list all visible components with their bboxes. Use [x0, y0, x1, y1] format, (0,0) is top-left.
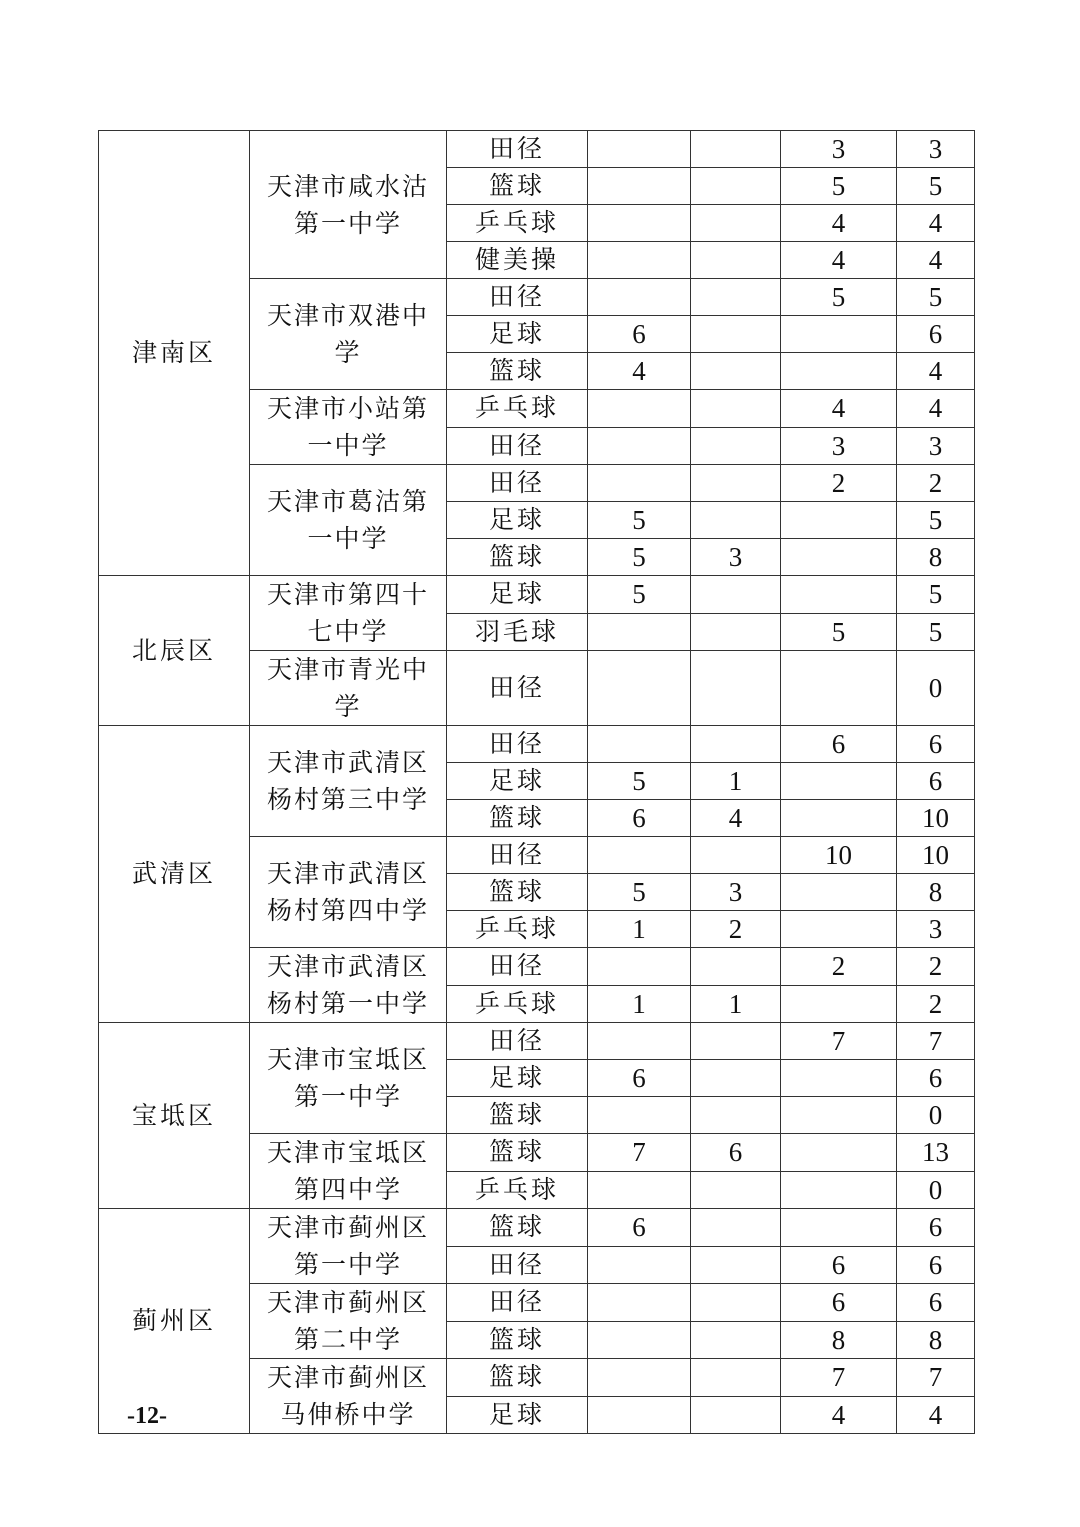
count-cell-2: [691, 1097, 781, 1134]
total-cell: 3: [897, 131, 975, 168]
count-cell-1: 4: [588, 353, 691, 390]
district-cell: 蓟州区: [99, 1209, 250, 1434]
school-cell: 天津市咸水沽第一中学: [250, 131, 447, 279]
count-cell-1: 1: [588, 911, 691, 948]
count-cell-3: [781, 353, 897, 390]
sport-cell: 乒乓球: [447, 205, 588, 242]
count-cell-3: 6: [781, 1246, 897, 1284]
count-cell-1: 7: [588, 1134, 691, 1172]
count-cell-1: 1: [588, 985, 691, 1023]
total-cell: 5: [897, 168, 975, 205]
count-cell-3: [781, 874, 897, 911]
total-cell: 5: [897, 279, 975, 316]
count-cell-1: [588, 1396, 691, 1434]
total-cell: 2: [897, 948, 975, 986]
count-cell-2: [691, 651, 781, 726]
district-cell: 北辰区: [99, 576, 250, 726]
count-cell-3: [781, 651, 897, 726]
count-cell-2: [691, 576, 781, 614]
total-cell: 4: [897, 353, 975, 390]
sport-cell: 篮球: [447, 353, 588, 390]
count-cell-2: 1: [691, 763, 781, 800]
count-cell-1: [588, 131, 691, 168]
sport-cell: 篮球: [447, 800, 588, 837]
count-cell-3: [781, 1097, 897, 1134]
total-cell: 2: [897, 465, 975, 502]
count-cell-3: [781, 985, 897, 1023]
count-cell-3: 5: [781, 613, 897, 651]
count-cell-2: 3: [691, 874, 781, 911]
total-cell: 8: [897, 1321, 975, 1359]
count-cell-3: 7: [781, 1023, 897, 1060]
sport-cell: 羽毛球: [447, 613, 588, 651]
count-cell-1: [588, 651, 691, 726]
school-cell: 天津市蓟州区第二中学: [250, 1284, 447, 1359]
sport-cell: 篮球: [447, 1359, 588, 1397]
count-cell-3: [781, 576, 897, 614]
count-cell-2: 6: [691, 1134, 781, 1172]
count-cell-1: 6: [588, 1060, 691, 1097]
count-cell-3: 3: [781, 131, 897, 168]
count-cell-2: [691, 242, 781, 279]
count-cell-1: 5: [588, 539, 691, 576]
count-cell-2: [691, 837, 781, 874]
count-cell-1: [588, 613, 691, 651]
sport-cell: 篮球: [447, 1209, 588, 1247]
total-cell: 5: [897, 576, 975, 614]
sport-cell: 乒乓球: [447, 985, 588, 1023]
count-cell-2: 2: [691, 911, 781, 948]
count-cell-1: [588, 205, 691, 242]
total-cell: 3: [897, 427, 975, 465]
count-cell-1: 6: [588, 316, 691, 353]
table-row: [99, 1023, 975, 1060]
sport-cell: 乒乓球: [447, 390, 588, 428]
count-cell-1: [588, 465, 691, 502]
school-cell: 天津市葛沽第一中学: [250, 465, 447, 576]
total-cell: 0: [897, 651, 975, 726]
total-cell: 2: [897, 985, 975, 1023]
count-cell-3: [781, 316, 897, 353]
count-cell-2: [691, 1284, 781, 1322]
count-cell-1: [588, 948, 691, 986]
count-cell-3: 4: [781, 205, 897, 242]
count-cell-1: [588, 1284, 691, 1322]
total-cell: 4: [897, 242, 975, 279]
count-cell-1: [588, 1023, 691, 1060]
count-cell-3: 5: [781, 279, 897, 316]
total-cell: 7: [897, 1023, 975, 1060]
table-row: [99, 726, 975, 763]
table-body: [99, 131, 975, 1434]
count-cell-2: 1: [691, 985, 781, 1023]
sport-cell: 田径: [447, 726, 588, 763]
count-cell-2: [691, 427, 781, 465]
total-cell: 5: [897, 502, 975, 539]
count-cell-3: [781, 539, 897, 576]
count-cell-1: 6: [588, 1209, 691, 1247]
count-cell-1: 6: [588, 800, 691, 837]
school-cell: 天津市第四十七中学: [250, 576, 447, 651]
sport-cell: 足球: [447, 316, 588, 353]
total-cell: 6: [897, 316, 975, 353]
count-cell-3: 6: [781, 726, 897, 763]
count-cell-3: 6: [781, 1284, 897, 1322]
sport-cell: 篮球: [447, 1097, 588, 1134]
total-cell: 4: [897, 1396, 975, 1434]
sport-cell: 篮球: [447, 168, 588, 205]
sport-cell: 篮球: [447, 874, 588, 911]
count-cell-1: [588, 1097, 691, 1134]
count-cell-3: [781, 911, 897, 948]
table-row: [99, 1209, 975, 1247]
total-cell: 6: [897, 1246, 975, 1284]
count-cell-3: [781, 800, 897, 837]
total-cell: 3: [897, 911, 975, 948]
table-row: [99, 131, 975, 168]
count-cell-3: [781, 1134, 897, 1172]
table-row: [99, 576, 975, 614]
total-cell: 10: [897, 837, 975, 874]
count-cell-1: [588, 168, 691, 205]
sport-cell: 足球: [447, 763, 588, 800]
total-cell: 6: [897, 763, 975, 800]
total-cell: 6: [897, 726, 975, 763]
count-cell-1: [588, 837, 691, 874]
sport-cell: 足球: [447, 502, 588, 539]
district-cell: 武清区: [99, 726, 250, 1023]
count-cell-3: 2: [781, 465, 897, 502]
total-cell: 6: [897, 1209, 975, 1247]
count-cell-1: [588, 1171, 691, 1209]
sport-cell: 篮球: [447, 1321, 588, 1359]
count-cell-1: [588, 427, 691, 465]
count-cell-2: [691, 1246, 781, 1284]
total-cell: 0: [897, 1097, 975, 1134]
total-cell: 10: [897, 800, 975, 837]
count-cell-1: 5: [588, 763, 691, 800]
school-cell: 天津市蓟州区第一中学: [250, 1209, 447, 1284]
sport-cell: 篮球: [447, 1134, 588, 1172]
total-cell: 7: [897, 1359, 975, 1397]
sport-cell: 田径: [447, 837, 588, 874]
sport-cell: 田径: [447, 948, 588, 986]
count-cell-1: 5: [588, 576, 691, 614]
count-cell-2: [691, 1023, 781, 1060]
count-cell-3: [781, 502, 897, 539]
school-cell: 天津市蓟州区马伸桥中学: [250, 1359, 447, 1434]
total-cell: 5: [897, 613, 975, 651]
count-cell-3: [781, 1060, 897, 1097]
count-cell-2: 3: [691, 539, 781, 576]
count-cell-2: [691, 1396, 781, 1434]
count-cell-2: [691, 948, 781, 986]
district-cell: 宝坻区: [99, 1023, 250, 1209]
total-cell: 8: [897, 539, 975, 576]
count-cell-1: 5: [588, 502, 691, 539]
count-cell-2: [691, 1171, 781, 1209]
total-cell: 6: [897, 1284, 975, 1322]
count-cell-2: [691, 131, 781, 168]
sport-cell: 篮球: [447, 539, 588, 576]
count-cell-1: 5: [588, 874, 691, 911]
sport-cell: 田径: [447, 427, 588, 465]
count-cell-3: 8: [781, 1321, 897, 1359]
sport-cell: 足球: [447, 576, 588, 614]
total-cell: 4: [897, 205, 975, 242]
sport-cell: 乒乓球: [447, 1171, 588, 1209]
sport-cell: 田径: [447, 279, 588, 316]
sport-cell: 足球: [447, 1060, 588, 1097]
count-cell-3: 4: [781, 1396, 897, 1434]
sport-cell: 田径: [447, 651, 588, 726]
sport-cell: 田径: [447, 465, 588, 502]
school-cell: 天津市武清区杨村第三中学: [250, 726, 447, 837]
count-cell-2: [691, 1321, 781, 1359]
total-cell: 0: [897, 1171, 975, 1209]
count-cell-3: 7: [781, 1359, 897, 1397]
count-cell-2: [691, 353, 781, 390]
school-cell: 天津市青光中学: [250, 651, 447, 726]
count-cell-3: [781, 763, 897, 800]
count-cell-3: 5: [781, 168, 897, 205]
count-cell-2: [691, 279, 781, 316]
count-cell-2: [691, 390, 781, 428]
count-cell-2: [691, 205, 781, 242]
count-cell-1: [588, 279, 691, 316]
total-cell: 6: [897, 1060, 975, 1097]
school-cell: 天津市双港中学: [250, 279, 447, 390]
count-cell-1: [588, 242, 691, 279]
count-cell-3: 2: [781, 948, 897, 986]
count-cell-2: [691, 168, 781, 205]
count-cell-2: [691, 1359, 781, 1397]
count-cell-1: [588, 1359, 691, 1397]
school-cell: 天津市宝坻区第一中学: [250, 1023, 447, 1134]
count-cell-2: [691, 613, 781, 651]
count-cell-3: 3: [781, 427, 897, 465]
total-cell: 4: [897, 390, 975, 428]
school-cell: 天津市小站第一中学: [250, 390, 447, 465]
sport-cell: 田径: [447, 131, 588, 168]
school-cell: 天津市武清区杨村第一中学: [250, 948, 447, 1023]
count-cell-2: [691, 316, 781, 353]
sport-cell: 田径: [447, 1023, 588, 1060]
count-cell-1: [588, 1246, 691, 1284]
district-cell: 津南区: [99, 131, 250, 576]
count-cell-3: [781, 1209, 897, 1247]
count-cell-2: [691, 502, 781, 539]
count-cell-3: [781, 1171, 897, 1209]
sport-cell: 足球: [447, 1396, 588, 1434]
sport-cell: 健美操: [447, 242, 588, 279]
quota-table: [98, 130, 975, 1434]
sport-cell: 乒乓球: [447, 911, 588, 948]
count-cell-1: [588, 1321, 691, 1359]
sport-cell: 田径: [447, 1284, 588, 1322]
total-cell: 8: [897, 874, 975, 911]
count-cell-1: [588, 726, 691, 763]
count-cell-3: 4: [781, 242, 897, 279]
sport-cell: 田径: [447, 1246, 588, 1284]
count-cell-3: 4: [781, 390, 897, 428]
school-cell: 天津市宝坻区第四中学: [250, 1134, 447, 1209]
page-number: -12-: [127, 1403, 167, 1429]
count-cell-2: [691, 1060, 781, 1097]
count-cell-2: [691, 1209, 781, 1247]
count-cell-3: 10: [781, 837, 897, 874]
school-cell: 天津市武清区杨村第四中学: [250, 837, 447, 948]
count-cell-2: [691, 726, 781, 763]
count-cell-2: [691, 465, 781, 502]
count-cell-2: 4: [691, 800, 781, 837]
count-cell-1: [588, 390, 691, 428]
total-cell: 13: [897, 1134, 975, 1172]
